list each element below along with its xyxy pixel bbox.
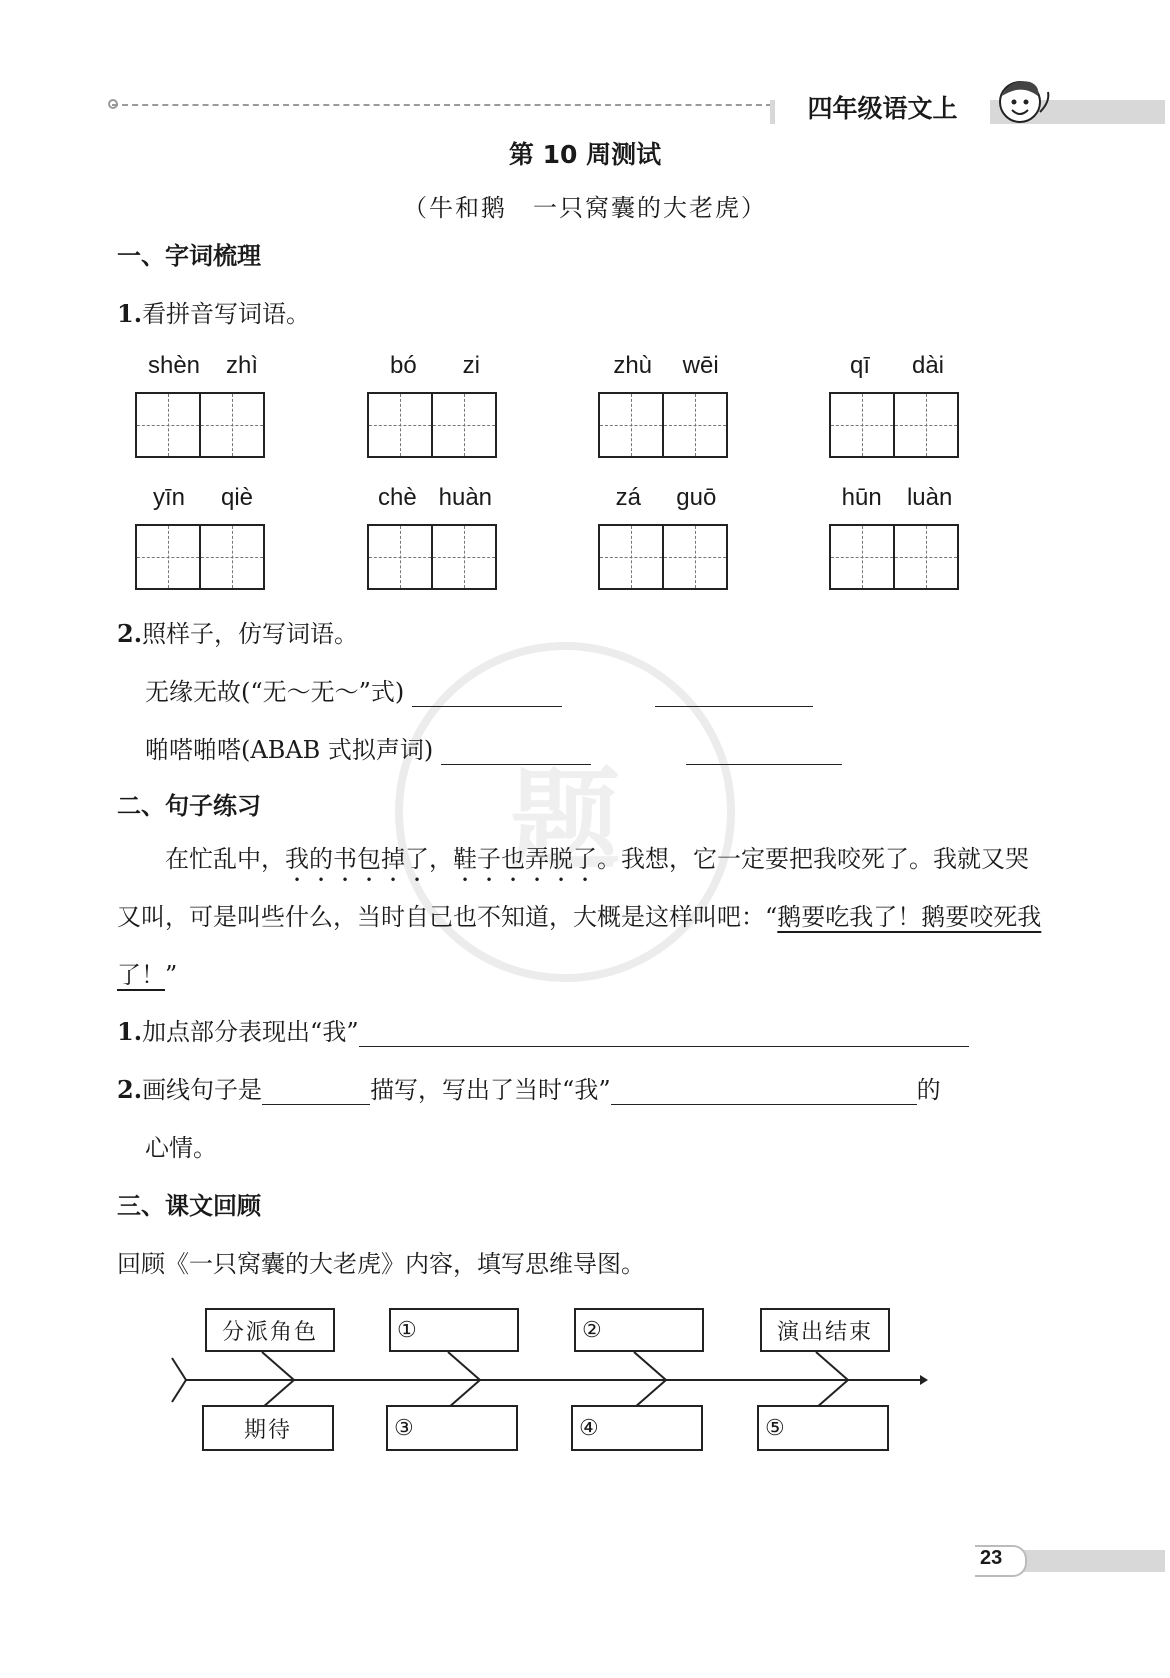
pinyin-syllable: zhì [226,352,259,379]
dotted-phrase: 我的书包掉了，鞋子也弄脱了 [285,845,597,873]
s2-q1: 1.加点部分表现出“我” [117,1012,969,1047]
imitate-line-2: 啪嗒啪嗒(ABAB 式拟声词) [145,730,842,765]
pinyin-syllable: qī [849,352,870,379]
answer-blank[interactable] [412,706,562,707]
tianzige-cell[interactable] [662,392,728,458]
pinyin-syllable: guō [676,484,717,511]
tianzige-cell[interactable] [431,392,497,458]
tianzige-cell[interactable] [367,392,433,458]
s3-instruction: 回顾《一只窝囊的大老虎》内容，填写思维导图。 [117,1250,645,1278]
tianzige-cell[interactable] [135,392,201,458]
imitate-line-1: 无缘无故(“无～无～”式) [145,672,813,707]
pinyin-item [598,484,734,590]
answer-blank[interactable] [262,1104,370,1105]
fish-tail [172,1358,186,1402]
mindmap-bottom-box[interactable]: ③ [386,1405,518,1451]
mindmap-top-box[interactable]: ① [389,1308,519,1352]
watermark-stamp: 题 [395,642,735,982]
mascot-boy-icon [990,72,1060,132]
s1-q1: 1.看拼音写词语。 [117,299,311,328]
tianzige-cell[interactable] [662,524,728,590]
s1-q2: 2.照样子，仿写词语。 [117,619,359,648]
tianzige-cell[interactable] [829,392,895,458]
grade-label: 四年级语文上 [775,92,990,126]
tianzige-cell[interactable] [199,392,265,458]
pinyin-item [135,352,271,458]
mindmap-bottom-box[interactable]: ④ [571,1405,703,1451]
pinyin-item [367,484,503,590]
pinyin-syllable: luàn [906,484,953,511]
reading-passage: 在忙乱中，我的书包掉了，鞋子也弄脱了。我想，它一定要把我咬死了。我就又哭又叫，可是叫些什么，当时自己也不知道，大概是这样叫吧：“鹅要吃我了！鹅要咬死我了！” [117,845,1042,989]
tianzige-cell[interactable] [893,392,959,458]
answer-blank[interactable] [611,1104,917,1105]
pinyin-syllable: hūn [841,484,882,511]
tianzige-cell[interactable] [431,524,497,590]
arrow-head-icon [920,1375,928,1385]
pinyin-syllable: zá [615,484,641,511]
pinyin-syllable: huàn [438,484,493,511]
s2-q2-continued: 心情。 [145,1134,217,1162]
tianzige-cell[interactable] [598,524,664,590]
mindmap-top-box: 演出结束 [760,1308,890,1352]
header-dashed-line [112,104,772,106]
pinyin-syllable: zhù [613,352,653,379]
mindmap-top-box: 分派角色 [205,1308,335,1352]
section3-heading: 三、课文回顾 [117,1192,261,1220]
answer-blank[interactable] [686,764,842,765]
pinyin-syllable: bó [389,352,417,379]
mindmap-bottom-box[interactable]: ⑤ [757,1405,889,1451]
mindmap-bottom-box: 期待 [202,1405,334,1451]
pinyin-item [135,484,271,590]
pinyin-item [598,352,734,458]
pinyin-syllable: wēi [682,352,719,379]
mindmap-top-box[interactable]: ② [574,1308,704,1352]
section2-heading: 二、句子练习 [117,792,261,820]
pinyin-item [829,352,965,458]
pinyin-syllable: zi [462,352,480,379]
answer-blank[interactable] [441,764,591,765]
pinyin-syllable: chè [377,484,417,511]
tianzige-cell[interactable] [135,524,201,590]
tianzige-cell[interactable] [829,524,895,590]
page-subtitle: （牛和鹅 一只窝囊的大老虎） [403,194,767,222]
underlined-sentence: 鹅要吃我了！鹅要咬死我了！ [117,903,1042,989]
page-number: 23 [980,1547,1003,1569]
tianzige-cell[interactable] [598,392,664,458]
tianzige-cell[interactable] [199,524,265,590]
pinyin-syllable: dài [911,352,944,379]
tianzige-cell[interactable] [893,524,959,590]
s2-q2: 2.画线句子是 描写，写出了当时“我” 的 [117,1075,941,1104]
pinyin-syllable: yīn [152,484,185,511]
pinyin-item [367,352,503,458]
tianzige-cell[interactable] [367,524,433,590]
answer-blank[interactable] [359,1046,969,1047]
pinyin-syllable: shèn [147,352,201,379]
answer-blank[interactable] [655,706,813,707]
pinyin-item [829,484,965,590]
pinyin-syllable: qiè [220,484,253,511]
section1-heading: 一、字词梳理 [117,242,261,270]
page-title: 第 10 周测试 [508,140,662,169]
